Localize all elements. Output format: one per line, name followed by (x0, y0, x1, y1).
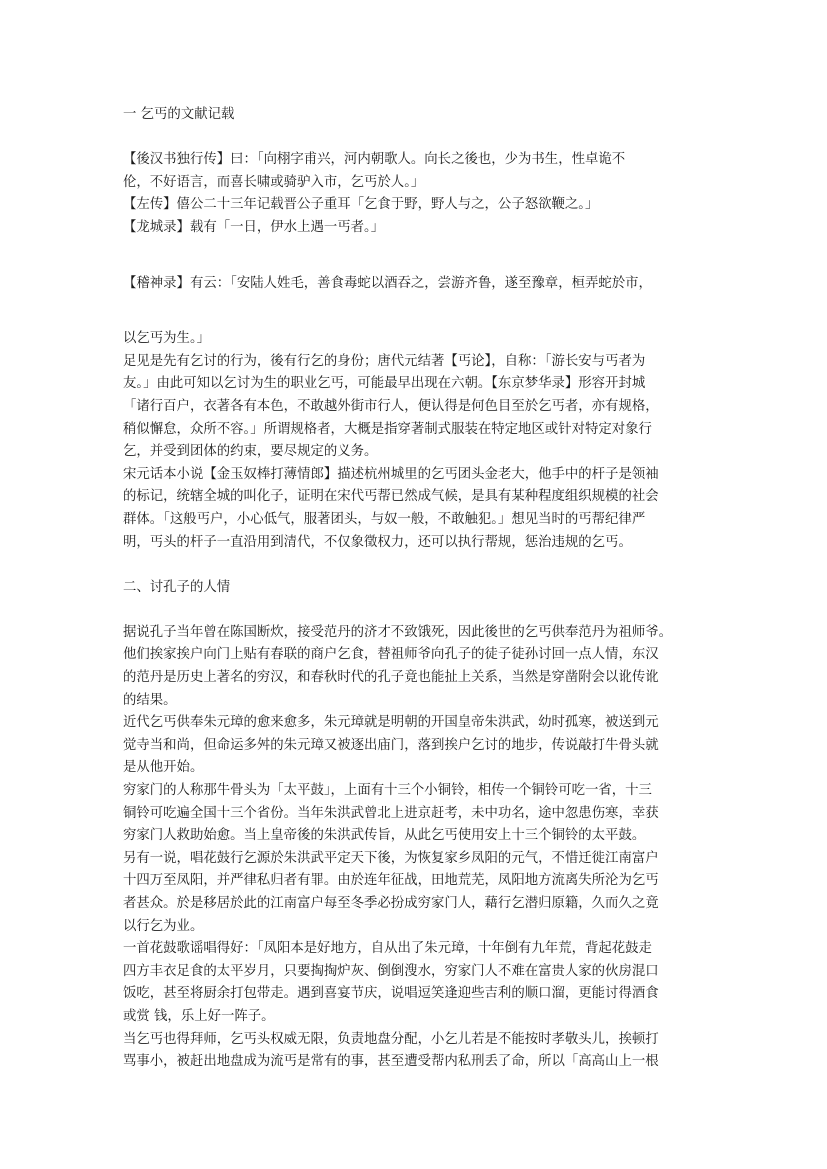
text-line: 【後汉书独行传】曰：「向栩字甫兴，河内朝歌人。向长之後也，少为书生，性卓诡不 (123, 152, 626, 168)
text-line: 的范丹是历史上著名的穷汉，和春秋时代的孔子竟也能扯上关系，当然是穿凿附会以讹传讹 (123, 670, 659, 686)
text-line: 友。」由此可知以乞讨为生的职业乞丐，可能最早出现在六朝。【东京梦华录】形容开封城 (123, 376, 646, 392)
text-line: 【左传】僖公二十三年记载晋公子重耳「乞食于野，野人与之，公子怒欲鞭之。」 (123, 197, 599, 213)
document-page (123, 104, 708, 1074)
section-1-block-c (123, 328, 708, 554)
section-1-block-a (123, 149, 708, 239)
section-2-body (123, 622, 708, 1074)
text-line: 觉寺当和尚，但命运多舛的朱元璋又被逐出庙门，落到挨户乞讨的地步，传说敲打牛骨头就 (123, 737, 659, 753)
text-line: 明，丐头的杆子一直沿用到清代，不仅象徵权力，还可以执行帮规，惩治违规的乞丐。 (123, 534, 632, 550)
text-line: 穷家门人救助始愈。当上皇帝後的朱洪武传旨，从此乞丐使用安上十三个铜铃的太平鼓。 (123, 828, 646, 844)
text-line: 的结果。 (123, 692, 177, 708)
text-line: 「诸行百户，衣著各有本色，不敢越外街市行人，便认得是何色目至於乞丐者，亦有规格， (123, 398, 659, 414)
text-line: 十四万至凤阳，并严律私归者有罪。由於连年征战，田地荒芜，凤阳地方流离失所沦为乞丐 (123, 873, 659, 889)
text-line: 【龙城录】载有「一日，伊水上遇一丐者。」 (123, 219, 385, 235)
text-line: 穷家门的人称那牛骨头为「太平鼓」，上面有十三个小铜铃，相传一个铜铃可吃一省，十三 (123, 783, 652, 799)
text-line: 乞，并受到团体的约束，要尽规定的义务。 (123, 444, 378, 460)
text-line: 他们挨家挨户向门上贴有春联的商户乞食，替祖师爷向孔子的徒子徒孙讨回一点人情，东汉 (123, 647, 659, 663)
text-line: 稍似懈怠，众所不容。」所谓规格者，大概是指穿著制式服装在特定地区或针对特定对象行 (123, 421, 652, 437)
text-line: 或赏 钱，乐上好一阵子。 (123, 1008, 275, 1024)
text-line: 另有一说，唱花鼓行乞源於朱洪武平定天下後，为恢复家乡凤阳的元气，不惜迁徙江南富户 (123, 850, 659, 866)
section-2-title: 二、讨孔子的人情 (123, 579, 231, 595)
text-line: 近代乞丐供奉朱元璋的愈来愈多，朱元璋就是明朝的开国皇帝朱洪武，幼时孤寒，被送到元 (123, 715, 659, 731)
text-line: 四方丰衣足食的太平岁月，只要掏掏炉灰、倒倒溲水，穷家门人不难在富贵人家的伙房混口 (123, 963, 659, 979)
text-line: 伦，不好语言，而喜长啸或骑驴入市，乞丐於人。」 (123, 174, 425, 190)
text-line: 当乞丐也得拜师，乞丐头权威无限，负责地盘分配，小乞儿若是不能按时孝敬头儿，挨顿打 (123, 1031, 659, 1047)
text-line: 足见是先有乞讨的行为，後有行乞的身份；唐代元结著【丐论】，自称：「游长安与丐者为 (123, 353, 646, 369)
text-line: 的标记，统辖全城的叫化子，证明在宋代丐帮已然成气候，是具有某种程度组织规模的社会 (123, 489, 659, 505)
text-line: 群体。「这般丐户，小心低气，服著团头，与奴一般，不敢触犯。」想见当时的丐帮纪律严 (123, 511, 646, 527)
text-line: 以乞丐为生。」 (123, 331, 211, 347)
text-line: 【稽神录】有云：「安陆人姓毛，善食毒蛇以酒吞之，尝游齐鲁，遂至豫章，桓弄蛇於市， (123, 275, 652, 291)
text-line: 一首花鼓歌谣唱得好：「凤阳本是好地方，自从出了朱元璋，十年倒有九年荒，背起花鼓走 (123, 941, 652, 957)
section-1-block-b (123, 273, 708, 296)
text-line: 是从他开始。 (123, 760, 204, 776)
text-line: 宋元话本小说【金玉奴棒打薄情郎】描述杭州城里的乞丐团头金老大，他手中的杆子是领袖 (123, 466, 659, 482)
text-line: 以行乞为业。 (123, 918, 204, 934)
text-line: 据说孔子当年曾在陈国断炊，接受范丹的济才不致饿死，因此後世的乞丐供奉范丹为祖师爷。 (123, 624, 673, 640)
text-line: 者甚众。於是移居於此的江南富户每至冬季必扮成穷家门人，藉行乞潜归原籍，久而久之竟 (123, 896, 659, 911)
text-line: 铜铃可吃遍全国十三个省份。当年朱洪武曾北上进京赶考，未中功名，途中忽患伤寒，幸获 (123, 805, 659, 821)
section-1-title: 一 乞丐的文献记载 (123, 107, 235, 122)
text-line: 饭吃，甚至将厨余打包带走。遇到喜宴节庆，说唱逗笑逢迎些吉利的顺口溜，更能讨得酒食 (123, 986, 659, 1002)
text-line: 骂事小，被赶出地盘成为流丐是常有的事，甚至遭受帮内私刑丢了命，所以「高高山上一根 (123, 1054, 659, 1070)
